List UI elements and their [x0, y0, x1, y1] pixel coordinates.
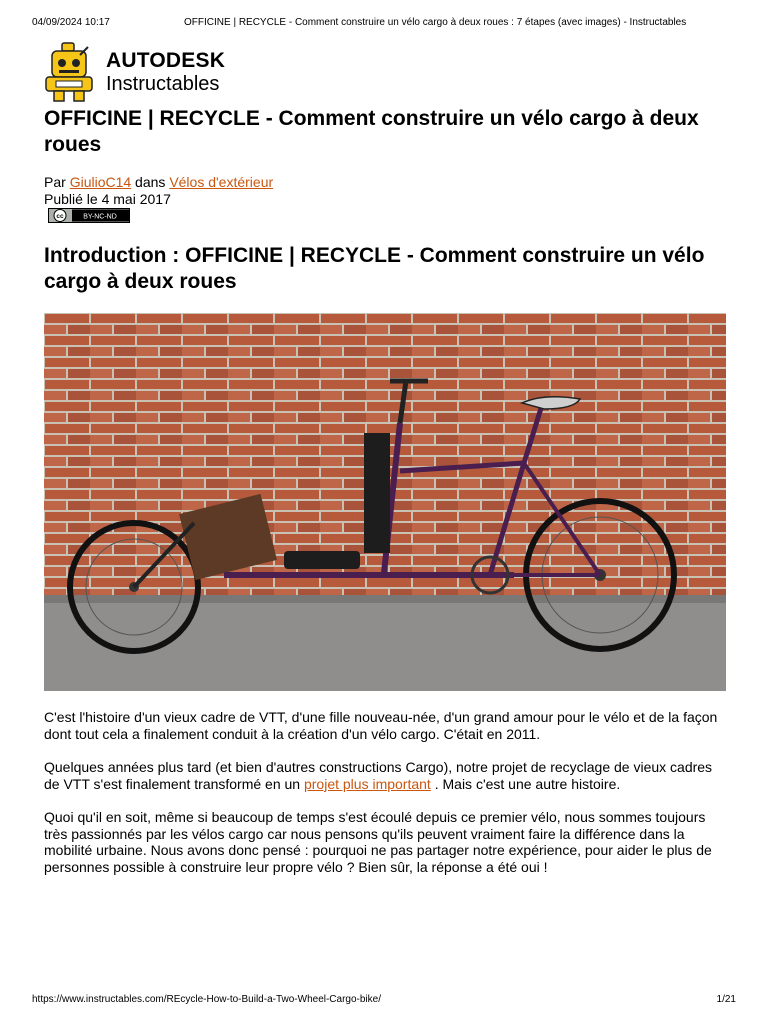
byline-prefix: Par [44, 174, 70, 190]
paragraph-2 [44, 759, 728, 792]
paragraph-1: C'est l'histoire d'un vieux cadre de VTT, d'une fille nouveau-née, d'un grand amour pour le vélo et de la façon dont tout cela a finalement conduit à la création d'un vélo cargo. C'était en 2011. [44, 709, 718, 742]
page-number: 1/21 [716, 994, 736, 1005]
category-link[interactable]: Vélos d'extérieur [169, 174, 274, 190]
paragraph-2-text-after: . Mais c'est une autre histoire. [430, 775, 621, 792]
page-url: https://www.instructables.com/REcycle-How-to-Build-a-Two-Wheel-Cargo-bike/ [32, 994, 381, 1005]
cc-label: cc [56, 213, 64, 220]
brand-autodesk: AUTODESK [106, 49, 226, 72]
intro-heading: Introduction : OFFICINE | RECYCLE - Comment construire un vélo cargo à deux roues [44, 244, 705, 293]
article-content [44, 709, 728, 892]
bigger-project-link[interactable]: projet plus important [303, 775, 431, 792]
author-link[interactable]: GiulioC14 [69, 174, 132, 190]
print-document-title: OFFICINE | RECYCLE - Comment construire un vélo cargo à deux roues : 7 étapes (avec images) - Instructables [184, 17, 687, 28]
license-badge[interactable] [48, 208, 130, 223]
print-date: 04/09/2024 10:17 [32, 17, 110, 28]
license-label: BY-NC-ND [83, 213, 117, 221]
byline-middle: dans [131, 174, 170, 190]
page-title: OFFICINE | RECYCLE - Comment construire un vélo cargo à deux roues [44, 107, 699, 156]
byline [44, 174, 273, 208]
cargo-bike-photo [44, 313, 726, 691]
robot-mascot-icon [44, 41, 96, 103]
paragraph-3: Quoi qu'il en soit, même si beaucoup de temps s'est écoulé depuis ce premier vélo, nous sommes toujours très passionnés par les vélos cargo car nous pensons qu'ils peuvent vraiment faire la différence dans la mobilité urbaine. Nous avons donc pensé : pourquoi ne pas partager notre expérience, pour aider le plus de personnes possible à construire leur propre vélo ? Bien sûr, la réponse a été oui ! [44, 809, 712, 875]
brand-instructables: Instructables [106, 73, 220, 95]
published-date: Publié le 4 mai 2017 [44, 191, 171, 207]
instructables-logo[interactable] [44, 41, 244, 103]
paragraph-2-text-before: Quelques années plus tard (et bien d'autres constructions Cargo), notre projet de recyclage de vieux cadres de VTT s'est finalement transformé en un [44, 759, 713, 792]
